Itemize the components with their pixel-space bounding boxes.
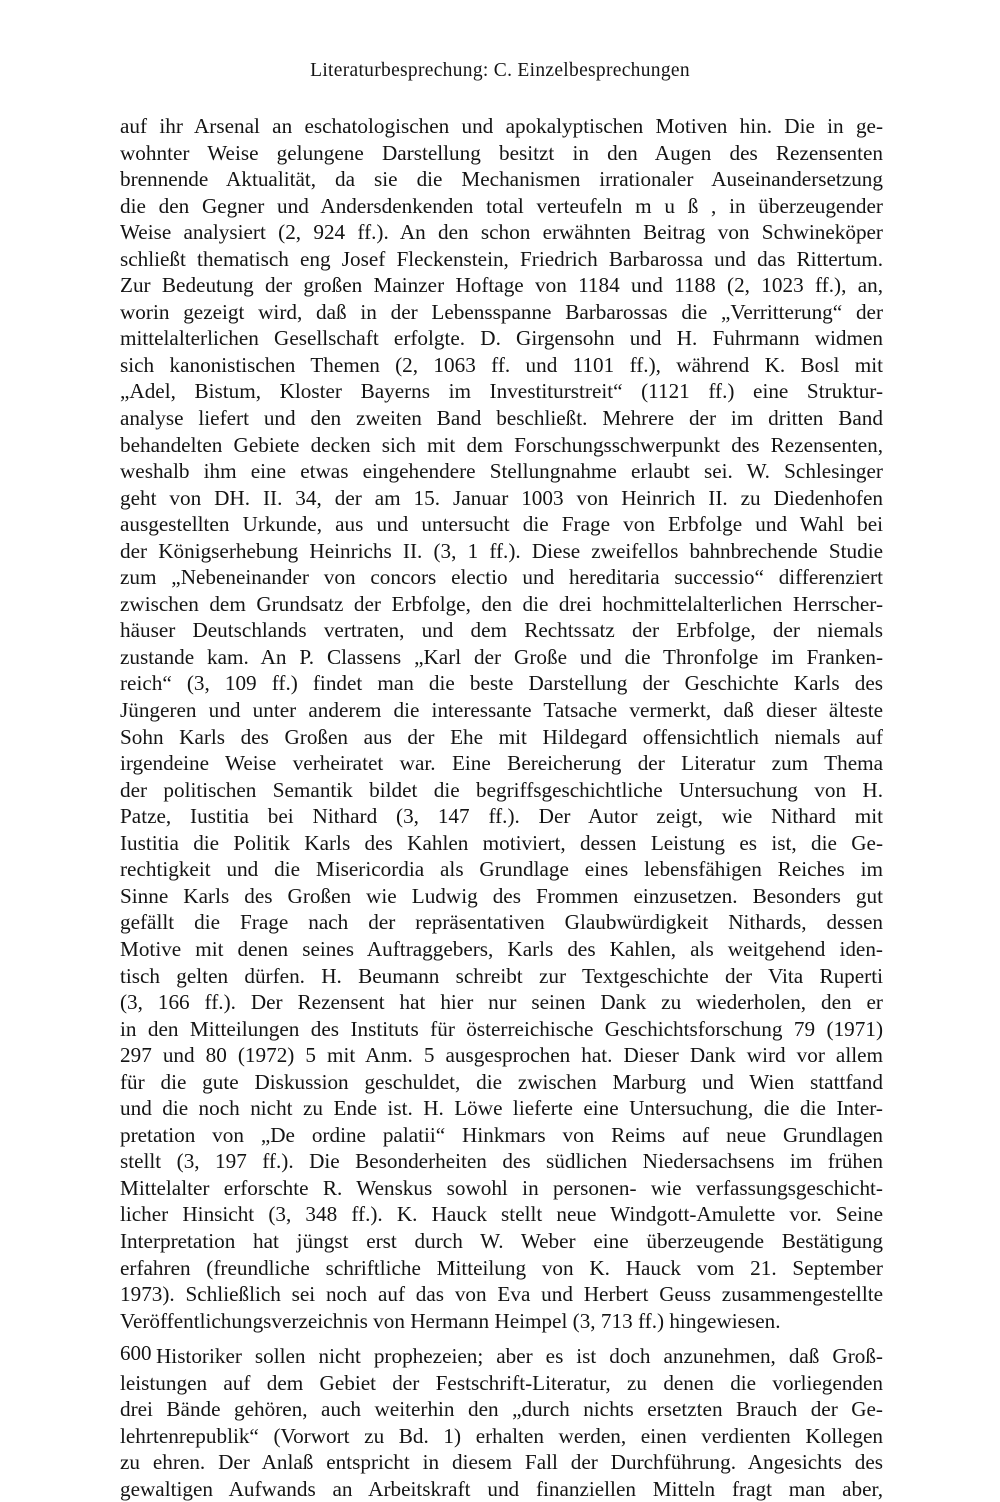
body-text: [120, 113, 883, 1502]
text-line: reich“ (3, 109 ff.) findet man die beste Darstellung der Geschichte Karls des: [120, 671, 883, 696]
text-line: tisch gelten dürfen. H. Beumann schreibt zur Textgeschichte der Vita Ruperti: [120, 963, 883, 988]
text-line: ausgestellten Urkunde, aus und untersucht die Frage von Erbfolge und Wahl bei: [120, 512, 883, 537]
text-line: brennende Aktualität, da sie die Mechanismen irrationaler Auseinandersetzung: [120, 167, 883, 192]
text-line: (3, 166 ff.). Der Rezensent hat hier nur seinen Dank zu wiederholen, den er: [120, 990, 883, 1015]
text-line: 297 und 80 (1972) 5 mit Anm. 5 ausgesprochen hat. Dieser Dank wird vor allem: [120, 1043, 883, 1068]
text-line: die den Gegner und Andersdenkenden total verteufeln m u ß , in überzeugender: [120, 193, 883, 218]
text-line: „Adel, Bistum, Kloster Bayerns im Investiturstreit“ (1121 ff.) eine Struktur-: [120, 379, 883, 404]
text-line: rechtigkeit und die Misericordia als Grundlage eines lebensfähigen Reiches im: [120, 857, 883, 882]
text-line: auf ihr Arsenal an eschatologischen und apokalyptischen Motiven hin. Die in ge-: [120, 114, 883, 138]
text-line: leistungen auf dem Gebiet der Festschrift-Literatur, zu denen die vorliegenden: [120, 1370, 883, 1395]
text-line: Interpretation hat jüngst erst durch W. Weber eine überzeugende Bestätigung: [120, 1228, 883, 1253]
text-line: der politischen Semantik bildet die begriffsgeschichtliche Untersuchung von H.: [120, 777, 883, 802]
text-line: Weise analysiert (2, 924 ff.). An den schon erwähnten Beitrag von Schwineköper: [120, 220, 883, 245]
text-line: stellt (3, 197 ff.). Die Besonderheiten des südlichen Niedersachsens im frühen: [120, 1149, 883, 1174]
text-line: gewaltigen Aufwands an Arbeitskraft und finanziellen Mitteln fragt man aber,: [120, 1476, 883, 1501]
text-line: häuser Deutschlands vertraten, und dem Rechtssatz der Erbfolge, der niemals: [120, 618, 883, 643]
text-line: erfahren (freundliche schriftliche Mitteilung von K. Hauck vom 21. September: [120, 1255, 883, 1280]
text-line: Motive mit denen seines Auftraggebers, Karls des Kahlen, als weitgehend iden-: [120, 936, 883, 961]
text-line: drei Bände gehören, auch weiterhin den „durch nichts ersetzten Brauch der Ge-: [120, 1397, 883, 1422]
text-line: lehrtenrepublik“ (Vorwort zu Bd. 1) erhalten werden, einen verdienten Kollegen: [120, 1423, 883, 1448]
text-line: irgendeine Weise verheiratet war. Eine Bereicherung der Literatur zum Thema: [120, 751, 883, 776]
text-line: Veröffentlichungsverzeichnis von Hermann Heimpel (3, 713 ff.) hingewiesen.: [120, 1308, 781, 1333]
text-line: zum „Nebeneinander von concors electio und hereditaria successio“ differenziert: [120, 565, 883, 590]
text-line: pretation von „De ordine palatii“ Hinkmars von Reims auf neue Grundlagen: [120, 1122, 883, 1147]
text-line: wohnter Weise gelungene Darstellung besitzt in den Augen des Rezensenten: [120, 140, 883, 165]
text-line: Mittelalter erforschte R. Wenskus sowohl in personen- wie verfassungsgeschicht-: [120, 1175, 883, 1200]
text-line: und die noch nicht zu Ende ist. H. Löwe lieferte eine Untersuchung, die die Inter-: [120, 1096, 883, 1121]
text-line: Jüngeren und unter anderem die interessante Tatsache vermerkt, daß dieser älteste: [120, 698, 883, 723]
text-line: gefällt die Frage nach der repräsentativen Glaubwürdigkeit Nithards, dessen: [120, 910, 883, 935]
text-line: Patze, Iustitia bei Nithard (3, 147 ff.). Der Autor zeigt, wie Nithard mit: [120, 804, 883, 829]
text-line: analyse liefert und den zweiten Band beschließt. Mehrere der im dritten Band: [120, 406, 883, 431]
text-line: Historiker sollen nicht prophezeien; aber es ist doch anzunehmen, daß Groß-: [156, 1344, 883, 1369]
text-line: zu ehren. Der Anlaß entspricht in diesem Fall der Durchführung. Angesichts des: [120, 1450, 883, 1475]
text-line: zustande kam. An P. Classens „Karl der Große und die Thronfolge im Franken-: [120, 644, 883, 669]
text-line: der Königserhebung Heinrichs II. (3, 1 ff.). Diese zweifellos bahnbrechende Studie: [120, 538, 883, 563]
text-line: Sinne Karls des Großen wie Ludwig des Frommen einzusetzen. Besonders gut: [120, 883, 883, 908]
text-line: zwischen dem Grundsatz der Erbfolge, den die drei hochmittelalterlichen Herrscher-: [120, 591, 883, 616]
text-line: Iustitia die Politik Karls des Kahlen motiviert, dessen Leistung es ist, die Ge-: [120, 830, 883, 855]
text-line: Sohn Karls des Großen aus der Ehe mit Hildegard offensichtlich niemals auf: [120, 724, 883, 749]
text-line: geht von DH. II. 34, der am 15. Januar 1003 von Heinrich II. zu Diedenhofen: [120, 485, 883, 510]
text-line: licher Hinsicht (3, 348 ff.). K. Hauck stellt neue Windgott-Amulette vor. Seine: [120, 1202, 883, 1227]
text-line: mittelalterlichen Gesellschaft erfolgte. D. Girgensohn und H. Fuhrmann widmen: [120, 326, 883, 351]
paragraph-1: [120, 113, 883, 1334]
text-line: Zur Bedeutung der großen Mainzer Hoftage von 1184 und 1188 (2, 1023 ff.), an,: [120, 273, 883, 298]
text-line: sich kanonistischen Themen (2, 1063 ff. und 1101 ff.), während K. Bosl mit: [120, 352, 883, 377]
text-line: worin gezeigt wird, daß in der Lebensspanne Barbarossas die „Verritterung“ der: [120, 299, 883, 324]
text-line: weshalb ihm eine etwas eingehendere Stellungnahme erlaubt sei. W. Schlesinger: [120, 459, 883, 484]
text-line: 1973). Schließlich sei noch auf das von Eva und Herbert Geuss zusammengestellte: [120, 1282, 883, 1307]
page-number: 600: [120, 1341, 152, 1365]
text-line: in den Mitteilungen des Instituts für österreichische Geschichtsforschung 79 (1971): [120, 1016, 883, 1041]
running-head: Literaturbesprechung: C. Einzelbesprechungen: [310, 60, 690, 81]
paragraph-2: [120, 1343, 883, 1502]
text-line: für die gute Diskussion geschuldet, die zwischen Marburg und Wien stattfand: [120, 1069, 883, 1094]
text-line: behandelten Gebiete decken sich mit dem Forschungsschwerpunkt des Rezensenten,: [120, 432, 883, 457]
text-line: schließt thematisch eng Josef Fleckenstein, Friedrich Barbarossa und das Rittertum.: [120, 246, 883, 271]
